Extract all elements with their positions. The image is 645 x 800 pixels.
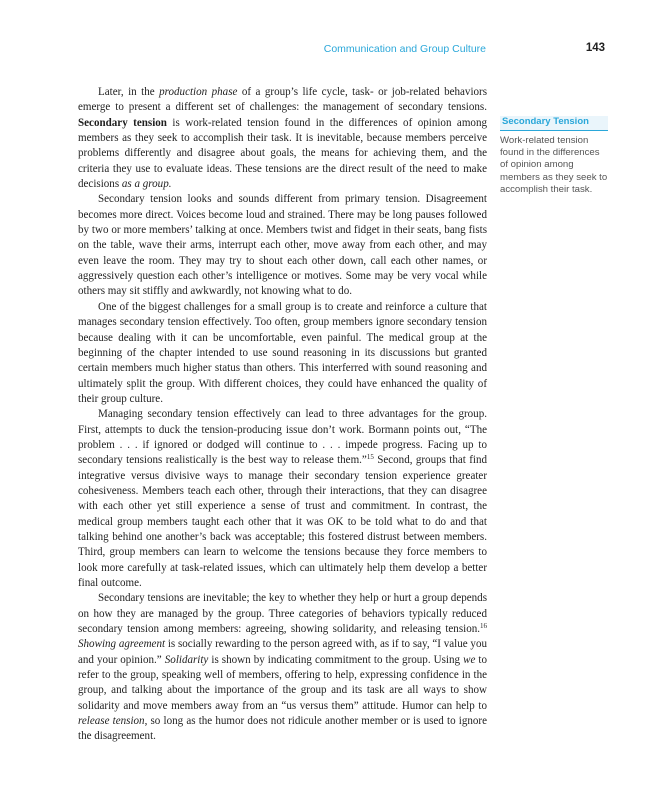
paragraph-5 bbox=[78, 591, 487, 744]
paragraph-4 bbox=[78, 407, 487, 591]
p5-text-j: , so long as the humor does not ridicule another member or is used to ignore the disagreement. bbox=[78, 715, 487, 743]
p5-text-a: Secondary tensions are inevitable; the key to whether they help or hurt a group depends on how they are managed by the group. Three categories of behaviors typically reduced secondary tension among members: agreeing, showing solidarity, and releasing tension. bbox=[78, 592, 487, 636]
body-text bbox=[78, 85, 487, 745]
p5-italic-we: we bbox=[463, 653, 476, 666]
term-secondary-tension: Secondary tension bbox=[78, 116, 167, 129]
p1-italic-as-a-group: as a group. bbox=[121, 178, 172, 191]
p4-text-b: Second, groups that find integrative versus divisive ways to manage their secondary tension experience greater cohesiveness. Members teach each other, through their interactions, that they can disagree with each other yet still experience a sense of trust and commitment. In contrast, the medical group members taught each other that it was OK to be told what to do and that talking behind one another’s back was acceptable; this fostered distrust between members. Third, group members can learn to welcome the tensions because they force members to look more carefully at task-related issues, which can ultimately help them develop a better final outcome. bbox=[78, 454, 487, 589]
paragraph-3: One of the biggest challenges for a small group is to create and reinforce a culture that manages secondary tension effectively. Too often, group members ignore secondary tension because dealing with it can be uncomfortable, even painful. The medical group at the beginning of the chapter intended to use sound reasoning in its discussions but granted certain members much higher status than others. This interferred with sound reasoning and ultimately split the group. With different choices, they could have enhanced the quality of their group culture. bbox=[78, 300, 487, 405]
margin-definition bbox=[500, 116, 608, 196]
margin-definition-text: Work-related tension found in the differences of opinion among members as they seek to accomplish their task. bbox=[500, 135, 608, 195]
page-number: 143 bbox=[585, 42, 605, 54]
paragraph-1 bbox=[78, 85, 487, 192]
p1-text-e: is work-related tension found in the differences of opinion among members as they seek to accomplish their task. It is inevitable, because members perceive problems differently and disagree about goals, the means for achieving them, and the criteria they use to evaluate ideas. These tensions are the direct result of the need to make decisions bbox=[78, 116, 488, 191]
running-title: Communication and Group Culture bbox=[323, 43, 486, 55]
term-solidarity: Solidarity bbox=[164, 653, 209, 666]
term-release-tension: release tension bbox=[78, 715, 145, 728]
term-showing-agreement: Showing agreement bbox=[78, 638, 166, 651]
p5-text-f: is shown by indicating commitment to the group. Using bbox=[208, 653, 464, 666]
p5-text-d: is socially rewarding to the person agreed with, as if to say, “I value you and your opinion.” bbox=[78, 638, 487, 666]
footnote-ref-16: 16 bbox=[480, 622, 487, 631]
p1-text-c: of a group’s life cycle, task- or job-related behaviors emerge to present a different set of challenges: the management of secondary tensions. bbox=[78, 86, 488, 114]
margin-term: Secondary Tension bbox=[500, 116, 608, 131]
term-production-phase: production phase bbox=[159, 86, 238, 98]
p5-text-h: to refer to the group, speaking well of members, offering to help, expressing confidence in the group, and talking about the importance of the group and its task are all ways to show solidarity and move members away from an “us versus them” attitude. Humor can help to bbox=[78, 653, 487, 712]
p4-text-a: Managing secondary tension effectively can lead to three advantages for the group. First, attempts to duck the tension-producing issue don’t work. Bormann points out, “The problem . . . if ignored or dodged will continue to . . . impede progress. Facing up to secondary tensions realistically is the best way to release them.” bbox=[78, 408, 487, 467]
p1-text-a: Later, in the bbox=[98, 86, 160, 98]
footnote-ref-15: 15 bbox=[366, 453, 374, 462]
paragraph-2: Secondary tension looks and sounds different from primary tension. Disagreement becomes more direct. Voices become loud and strained. There may be long pauses followed by two or more members’ talking at once. Members twist and fidget in their seats, bang fists on the table, wave their arms, interrupt each other, move away from each other, and may even leave the room. They may try to shout each other down, call each other names, or aggressively question each other’s intelligence or motives. Some may be very vocal while others may sit stiffly and awkwardly, not knowing what to do. bbox=[78, 193, 487, 298]
